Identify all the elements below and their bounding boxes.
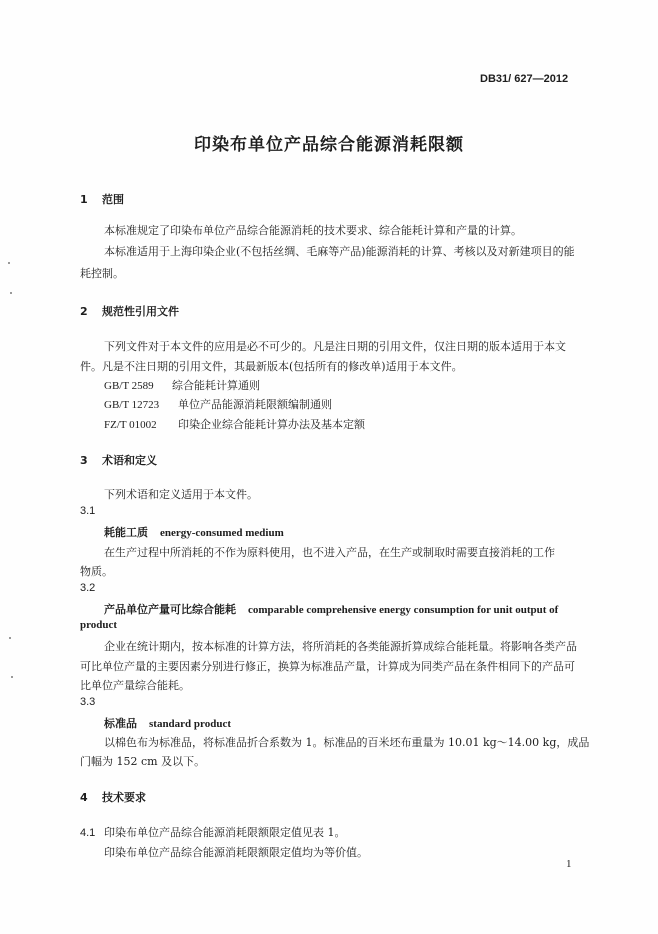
terms-intro: 下列术语和定义适用于本文件。 bbox=[104, 488, 258, 501]
section-heading-references bbox=[80, 303, 179, 319]
section-heading-scope bbox=[80, 191, 124, 207]
term-chinese: 产品单位产量可比综合能耗 bbox=[104, 603, 236, 616]
scan-speck bbox=[10, 292, 12, 294]
scan-speck bbox=[9, 637, 11, 639]
references-paragraph-line-2: 件。凡是不注日期的引用文件，其最新版本(包括所有的修改单)适用于本文件。 bbox=[80, 360, 463, 373]
document-title: 印染布单位产品综合能源消耗限额 bbox=[194, 135, 464, 155]
reference-code: FZ/T 01002 bbox=[104, 419, 157, 431]
section-number: 3 bbox=[80, 454, 88, 467]
scope-paragraph-2-line-2: 耗控制。 bbox=[80, 267, 124, 280]
scope-paragraph-2-line-1: 本标准适用于上海印染企业(不包括丝绸、毛麻等产品)能源消耗的计算、考核以及对新建项目的能 bbox=[104, 245, 575, 258]
section-title: 范围 bbox=[102, 193, 124, 206]
term-heading bbox=[104, 524, 284, 540]
reference-title: 单位产品能源消耗限额编制通则 bbox=[178, 398, 332, 411]
doc-number: DB31/ 627—2012 bbox=[480, 73, 569, 85]
scan-speck bbox=[8, 262, 10, 264]
term-heading bbox=[104, 601, 558, 617]
reference-code: GB/T 12723 bbox=[104, 399, 160, 411]
term-heading bbox=[104, 715, 231, 731]
scope-paragraph-1: 本标准规定了印染布单位产品综合能源消耗的技术要求、综合能耗计算和产量的计算。 bbox=[104, 224, 522, 237]
clause-number: 3.3 bbox=[80, 696, 96, 708]
term-definition-line-2: 可比单位产量的主要因素分别进行修正，换算为标准品产量，计算成为同类产品在条件相同下的产品可 bbox=[80, 660, 575, 673]
references-paragraph-line-1: 下列文件对于本文件的应用是必不可少的。凡是注日期的引用文件，仅注日期的版本适用于本文 bbox=[104, 340, 566, 353]
section-title: 规范性引用文件 bbox=[102, 305, 179, 318]
section-title: 技术要求 bbox=[102, 791, 146, 804]
clause-number: 3.1 bbox=[80, 505, 96, 517]
reference-title: 综合能耗计算通则 bbox=[172, 379, 260, 392]
section-number: 4 bbox=[80, 791, 88, 804]
term-definition-line-1: 企业在统计期内，按本标准的计算方法，将所消耗的各类能源折算成综合能耗量。将影响各类产品 bbox=[104, 640, 577, 653]
term-english: standard product bbox=[149, 718, 232, 730]
section-title: 术语和定义 bbox=[102, 454, 157, 467]
term-chinese: 标准品 bbox=[104, 717, 137, 730]
term-definition-line-3: 比单位产量综合能耗。 bbox=[80, 679, 190, 692]
section-number: 2 bbox=[80, 305, 88, 318]
section-heading-technical-requirements bbox=[80, 789, 146, 805]
reference-title: 印染企业综合能耗计算办法及基本定额 bbox=[178, 418, 365, 431]
term-english: comparable comprehensive energy consumption for unit output of bbox=[248, 604, 559, 616]
section-number: 1 bbox=[80, 193, 88, 206]
clause-number: 4.1 bbox=[80, 827, 96, 839]
reference-code: GB/T 2589 bbox=[104, 380, 154, 392]
term-definition-line-2: 物质。 bbox=[80, 565, 113, 578]
term-definition-line-1: 以棉色布为标准品，将标准品折合系数为 1。标准品的百米坯布重量为 10.01 kg～14.00 kg，成品 bbox=[104, 736, 590, 749]
reference-item bbox=[104, 396, 332, 412]
clause-number: 3.2 bbox=[80, 582, 96, 594]
term-definition-line-1: 在生产过程中所消耗的不作为原料使用，也不进入产品，在生产或制取时需要直接消耗的工作 bbox=[104, 546, 555, 559]
clause-4-1 bbox=[80, 824, 346, 840]
term-definition-line-2: 门幅为 152 cm 及以下。 bbox=[80, 755, 206, 768]
clause-4-1-paragraph-2: 印染布单位产品综合能源消耗限额限定值均为等价值。 bbox=[104, 846, 368, 859]
reference-item bbox=[104, 416, 365, 432]
term-english-continuation: product bbox=[80, 619, 118, 631]
page-number: 1 bbox=[566, 858, 572, 870]
clause-text: 印染布单位产品综合能源消耗限额限定值见表 1。 bbox=[104, 826, 346, 839]
reference-item bbox=[104, 377, 260, 393]
section-heading-terms bbox=[80, 452, 157, 468]
scan-speck bbox=[11, 676, 13, 678]
term-chinese: 耗能工质 bbox=[104, 526, 148, 539]
term-english: energy-consumed medium bbox=[160, 527, 284, 539]
